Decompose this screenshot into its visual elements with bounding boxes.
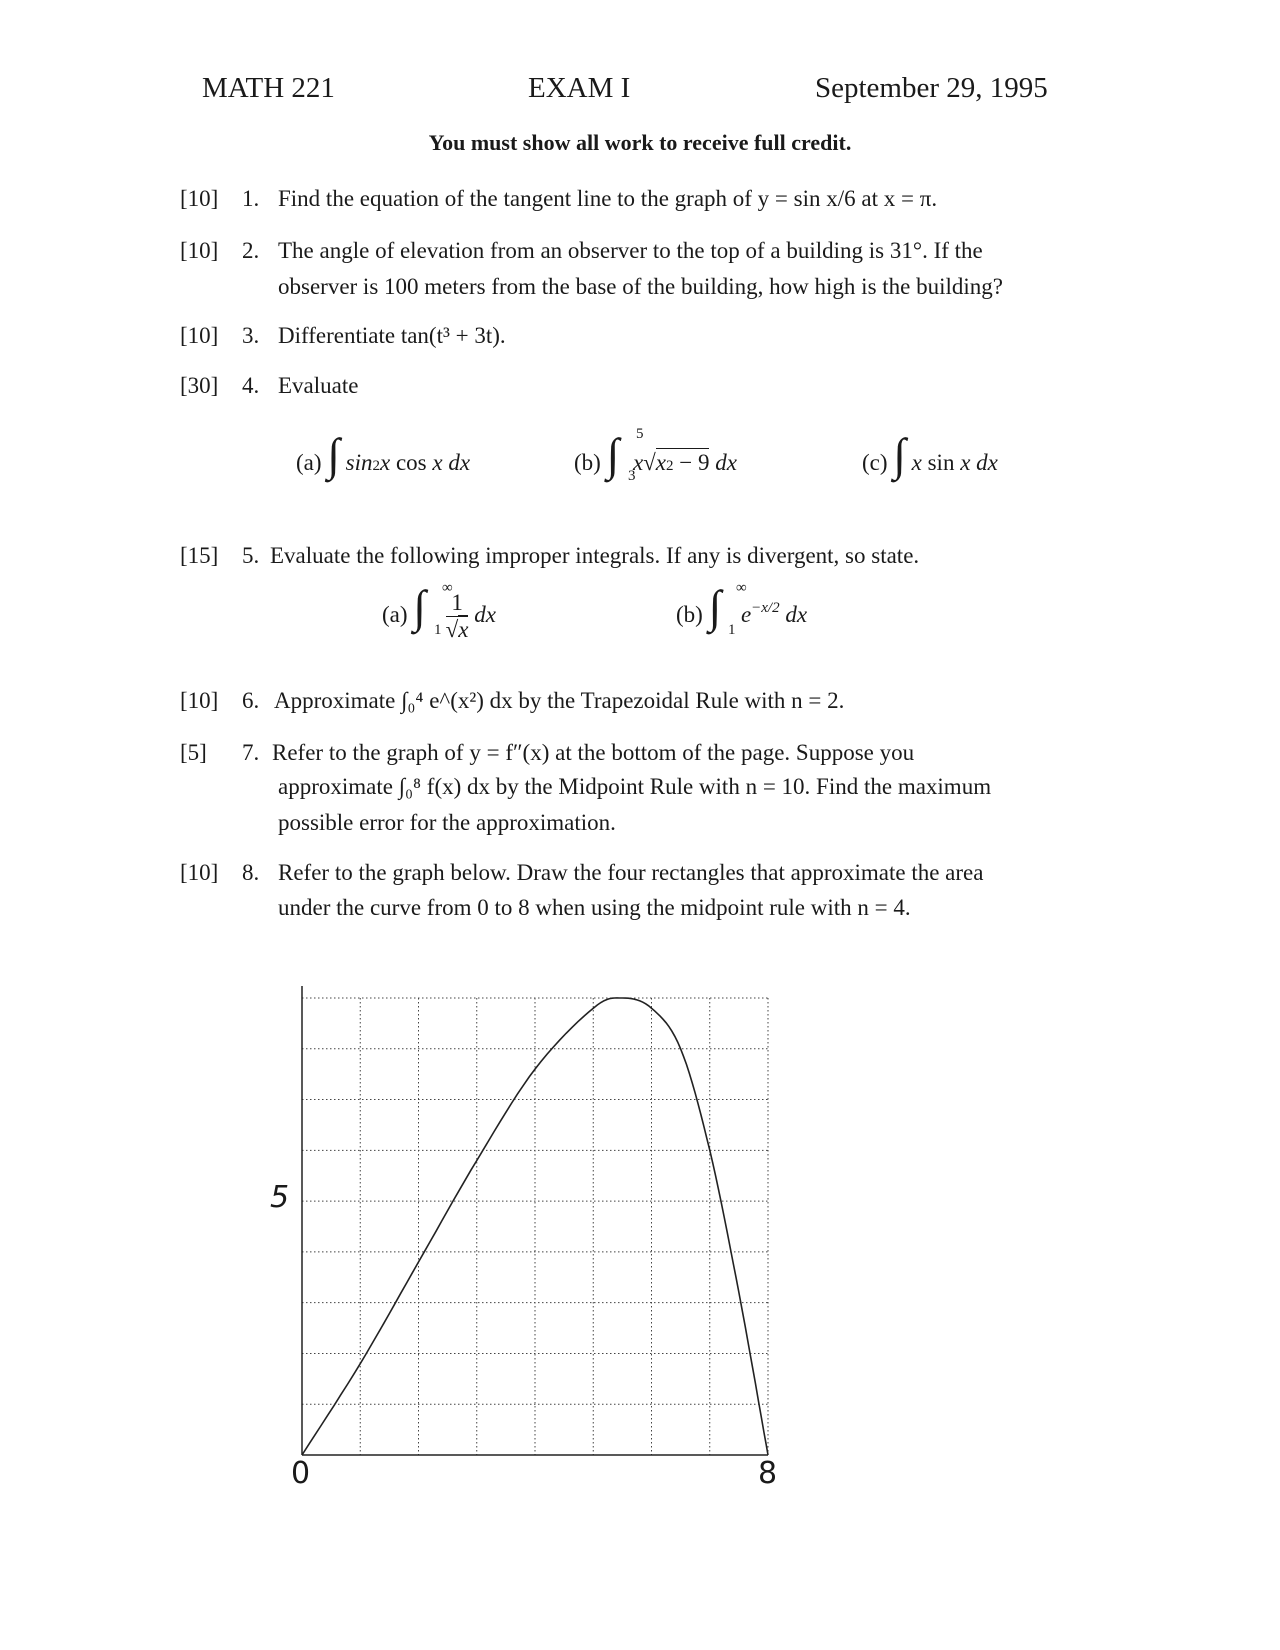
problem-4-text: Evaluate xyxy=(278,373,359,398)
lower-limit: 1 xyxy=(434,622,442,638)
problem-5-number: 5. xyxy=(242,543,260,568)
problem-1-points: [10] xyxy=(180,186,219,211)
problem-7-line-2: approximate ∫₀⁸ f(x) dx by the Midpoint Rule with n = 10. Find the maximum xyxy=(278,774,992,799)
problem-4-number: 4. xyxy=(242,373,260,398)
upper-limit: ∞ xyxy=(736,580,747,596)
math-expression: sin xyxy=(345,450,373,475)
lower-limit: 3 xyxy=(628,468,636,484)
instructions: You must show all work to receive full credit. xyxy=(428,130,852,155)
y-tick-label-5: 5 xyxy=(270,1180,290,1215)
problem-3-number: 3. xyxy=(242,323,260,348)
exam-title: EXAM I xyxy=(528,72,631,104)
problem-1-text: Find the equation of the tangent line to the graph of y = sin x/6 at x = π. xyxy=(278,186,938,211)
problem-2-number: 2. xyxy=(242,238,260,263)
problem-7-points: [5] xyxy=(180,740,207,765)
problem-4c: (c) ∫ x sin x dx xyxy=(862,429,998,480)
problem-2-line-1: The angle of elevation from an observer to the top of a building is 31°. If the xyxy=(278,238,983,263)
problem-8-line-2: under the curve from 0 to 8 when using the midpoint rule with n = 4. xyxy=(278,895,911,920)
problem-4b: (b) ∫ 5 3 x√x2 − 9 dx xyxy=(574,426,737,484)
upper-limit: 5 xyxy=(636,426,644,442)
problem-7-line-1: Refer to the graph of y = f″(x) at the bottom of the page. Suppose you xyxy=(272,740,915,765)
part-label: (b) xyxy=(676,602,703,627)
course-title: MATH 221 xyxy=(202,72,335,104)
problem-5-text: Evaluate the following improper integrals. If any is divergent, so state. xyxy=(270,543,920,568)
problem-7-number: 7. xyxy=(242,740,260,765)
problem-6-points: [10] xyxy=(180,688,219,713)
problem-8-line-1: Refer to the graph below. Draw the four rectangles that approximate the area xyxy=(278,860,984,885)
problem-8-number: 8. xyxy=(242,860,260,885)
grid xyxy=(302,998,768,1455)
problem-5-points: [15] xyxy=(180,543,219,568)
problem-4a: (a) ∫ sin2x cos x dx xyxy=(296,429,471,480)
problem-2-line-2: observer is 100 meters from the base of the building, how high is the building? xyxy=(278,274,1004,299)
integral-sign: ∫ xyxy=(708,581,722,632)
part-label: (a) xyxy=(382,602,408,627)
problem-5b: (b) ∫ ∞ 1 $e^{-x/2}$ dx xyxy=(676,580,808,638)
problem-3-points: [10] xyxy=(180,323,219,348)
exam-date: September 29, 1995 xyxy=(815,72,1048,104)
part-label: (b) xyxy=(574,450,601,475)
problem-5a: (a) ∫ ∞ 1 $\frac{1}{√x}$ dx xyxy=(382,580,496,643)
integral-sign: ∫ xyxy=(606,429,620,480)
problem-8-points: [10] xyxy=(180,860,219,885)
problem-1-number: 1. xyxy=(242,186,260,211)
problem-6-number: 6. xyxy=(242,688,260,713)
integral-sign: ∫ xyxy=(327,429,340,480)
problem-6-text: Approximate ∫₀⁴ e^(x²) dx by the Trapezoidal Rule with n = 2. xyxy=(274,688,845,713)
integral-sign: ∫ xyxy=(413,581,426,632)
part-label: (c) xyxy=(862,450,888,475)
x-tick-label-8: 8 xyxy=(758,1456,778,1491)
problem-7-line-3: possible error for the approximation. xyxy=(278,810,616,835)
lower-limit: 1 xyxy=(728,622,736,638)
problem-2-points: [10] xyxy=(180,238,219,263)
problem-4-points: [30] xyxy=(180,373,219,398)
problem-3-text: Differentiate tan(t³ + 3t). xyxy=(278,323,506,348)
x-tick-label-0: 0 xyxy=(291,1456,311,1491)
integral-sign: ∫ xyxy=(893,429,906,480)
part-label: (a) xyxy=(296,450,322,475)
upper-limit: ∞ xyxy=(442,580,453,596)
